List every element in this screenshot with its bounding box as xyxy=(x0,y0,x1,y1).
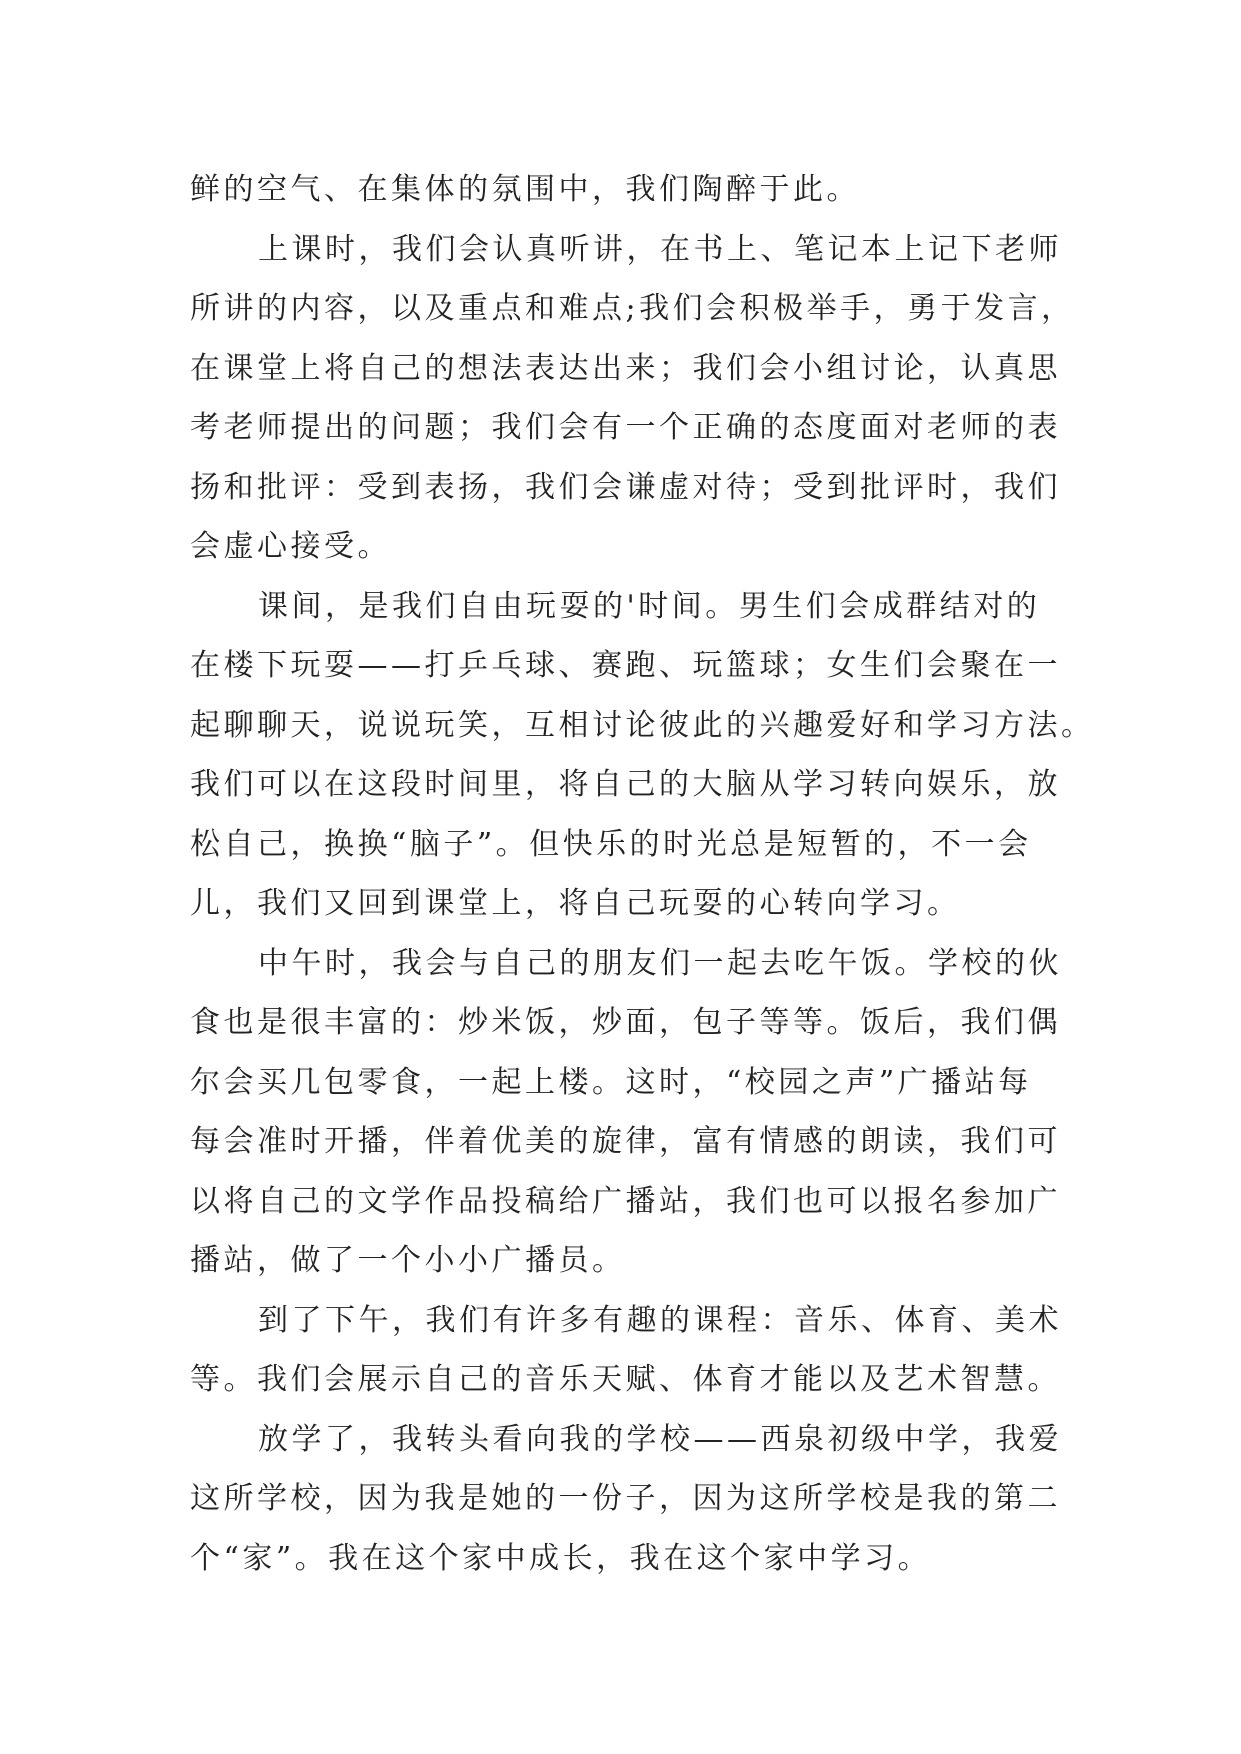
text-line: 起聊聊天，说说玩笑，互相讨论彼此的兴趣爱好和学习方法。 xyxy=(190,707,1095,743)
text-line: 所讲的内容，以及重点和难点;我们会积极举手，勇于发言， xyxy=(190,291,1075,326)
text-line: 这所学校，因为我是她的一份子，因为这所学校是我的第二 xyxy=(190,1481,1061,1516)
paragraph-3 xyxy=(190,577,1095,934)
text-line: 鲜的空气、在集体的氛围中，我们陶醉于此。 xyxy=(190,172,860,207)
text-line: 每会准时开播，伴着优美的旋律，富有情感的朗读，我们可 xyxy=(190,1124,1061,1159)
document-body xyxy=(190,160,1095,1588)
text-line: 在楼下玩耍——打乒乓球、赛跑、玩篮球；女生们会聚在一 xyxy=(190,648,1061,683)
text-line: 等。我们会展示自己的音乐天赋、体育才能以及艺术智慧。 xyxy=(190,1362,1061,1397)
text-line: 个“家”。我在这个家中成长，我在这个家中学习。 xyxy=(190,1540,932,1576)
text-line: 在课堂上将自己的想法表达出来；我们会小组讨论，认真思 xyxy=(190,350,1061,386)
paragraph-2 xyxy=(190,220,1075,577)
paragraph-6 xyxy=(190,1410,1062,1589)
text-line: 以将自己的文学作品投稿给广播站，我们也可以报名参加广 xyxy=(190,1183,1061,1219)
text-line: 松自己，换换“脑子”。但快乐的时光总是短暂的，不一会 xyxy=(190,826,1032,862)
text-line: 中午时，我会与自己的朋友们一起去吃午饭。学校的伙 xyxy=(258,945,1062,981)
text-line: 播站，做了一个小小广播员。 xyxy=(190,1243,626,1278)
text-line: 课间，是我们自由玩耍的'时间。男生们会成群结对的 xyxy=(258,588,1041,624)
paragraph-1 xyxy=(190,160,1050,220)
text-line: 扬和批评：受到表扬，我们会谦虚对待；受到批评时，我们 xyxy=(190,469,1061,505)
text-line: 上课时，我们会认真听讲，在书上、笔记本上记下老师 xyxy=(258,231,1062,267)
text-line: 到了下午，我们有许多有趣的课程：音乐、体育、美术 xyxy=(258,1302,1062,1338)
text-line: 尔会买几包零食，一起上楼。这时，“校园之声”广播站每 xyxy=(190,1064,1032,1100)
text-line: 放学了，我转头看向我的学校——西泉初级中学，我爱 xyxy=(258,1421,1062,1457)
text-line: 儿，我们又回到课堂上，将自己玩耍的心转向学习。 xyxy=(190,886,961,921)
text-line: 会虚心接受。 xyxy=(190,529,391,564)
paragraph-5 xyxy=(190,1291,1062,1410)
text-line: 我们可以在这段时间里，将自己的大脑从学习转向娱乐，放 xyxy=(190,767,1061,802)
text-line: 考老师提出的问题；我们会有一个正确的态度面对老师的表 xyxy=(190,410,1061,445)
paragraph-4 xyxy=(190,934,1062,1291)
text-line: 食也是很丰富的：炒米饭，炒面，包子等等。饭后，我们偶 xyxy=(190,1005,1061,1040)
